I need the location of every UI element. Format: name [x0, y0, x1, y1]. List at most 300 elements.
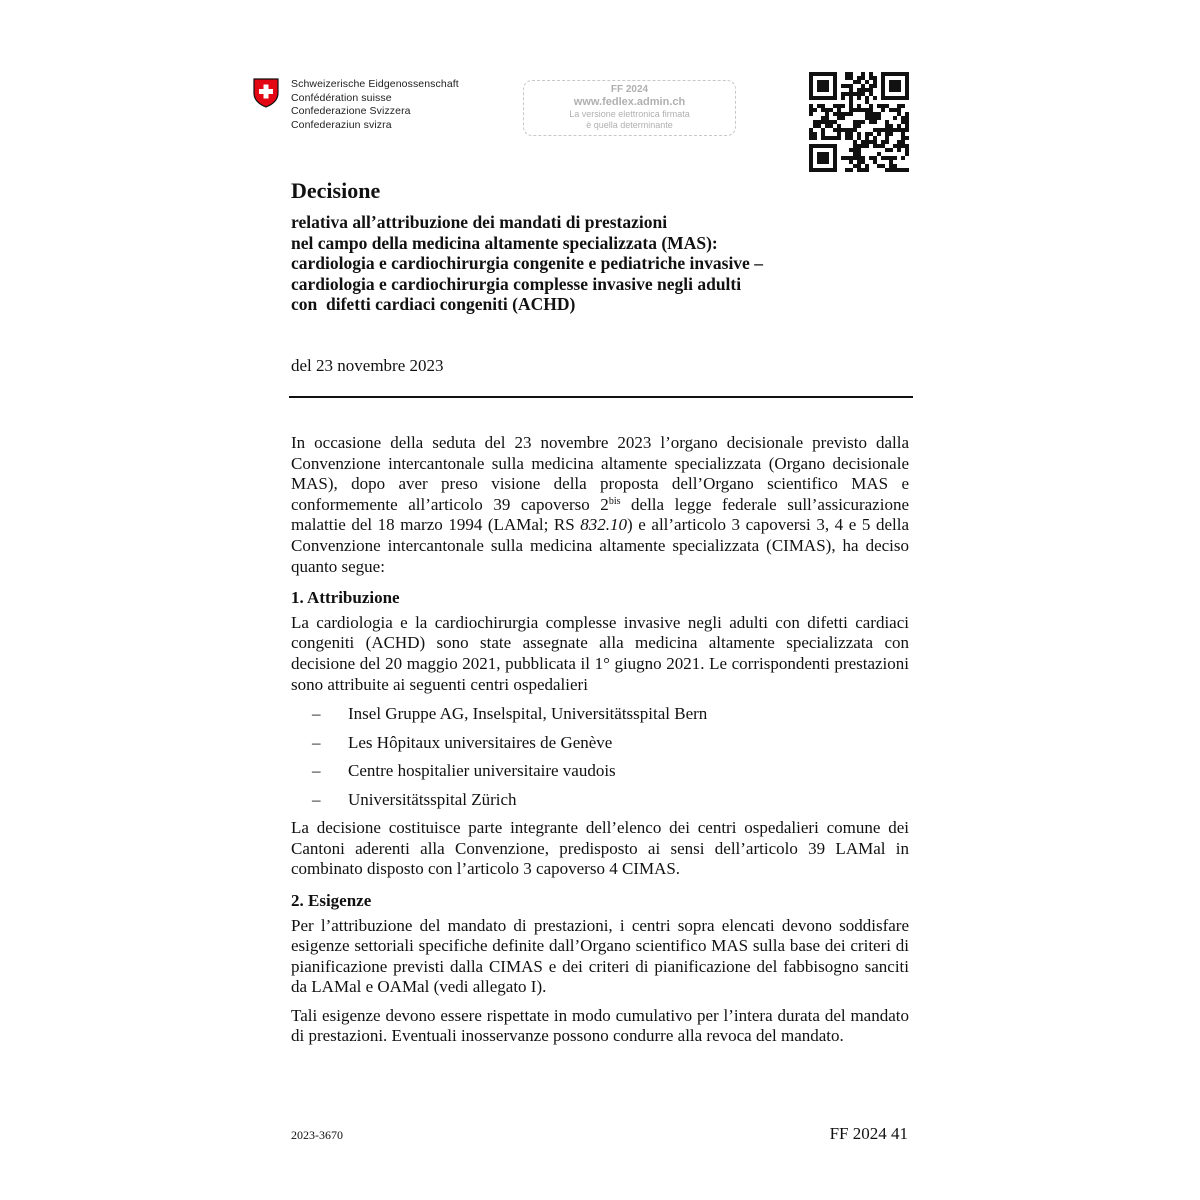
- qr-module: [857, 108, 861, 112]
- qr-module: [813, 72, 817, 76]
- document-title: Decisione: [291, 178, 381, 203]
- qr-module: [845, 84, 849, 88]
- qr-module: [853, 80, 857, 84]
- qr-module: [821, 156, 825, 160]
- qr-module: [829, 144, 833, 148]
- subtitle-line: nel campo della medicina altamente specializzata (MAS):: [291, 232, 718, 253]
- qr-module: [897, 140, 901, 144]
- qr-module: [889, 156, 893, 160]
- qr-module: [861, 140, 865, 144]
- qr-module: [893, 116, 897, 120]
- qr-module: [829, 108, 833, 112]
- intro-text: In occasione della seduta del 23 novembre 2023 l’organo decisionale previsto dalla Convenzione intercantonale sulla medicina altamente specializzata (Organo decisionale MAS), dopo aver preso visione della proposta dell’Organo scientifico MAS e conformemente all’articolo 39 capoverso 2: [291, 433, 909, 514]
- qr-module: [825, 124, 829, 128]
- qr-module: [849, 148, 853, 152]
- qr-module: [849, 160, 853, 164]
- qr-module: [817, 144, 821, 148]
- qr-module: [881, 72, 885, 76]
- qr-module: [897, 108, 901, 112]
- intro-text: ) e all’articolo 3 capoversi 3, 4 e 5 della Convenzione intercantonale sulla medicina altamente specializzata (CIMAS), ha deciso quanto segue:: [291, 515, 910, 576]
- qr-module: [889, 84, 893, 88]
- qr-module: [889, 88, 893, 92]
- qr-module: [857, 152, 861, 156]
- qr-module: [865, 100, 869, 104]
- qr-module: [821, 80, 825, 84]
- qr-module: [833, 72, 837, 76]
- qr-module: [889, 164, 893, 168]
- qr-module: [869, 104, 873, 108]
- compliance-paragraph: Tali esigenze devono essere rispettate in modo cumulativo per l’intera durata del mandato di prestazioni. Eventuali inosservanze possono condurre alla revoca del mandato.: [291, 1005, 909, 1046]
- qr-module: [897, 144, 901, 148]
- qr-module: [901, 132, 905, 136]
- document-number: 2023-3670: [291, 1128, 343, 1142]
- qr-module: [861, 92, 865, 96]
- qr-module: [897, 72, 901, 76]
- qr-module: [833, 152, 837, 156]
- qr-module: [857, 96, 861, 100]
- qr-module: [857, 164, 861, 168]
- qr-module: [897, 124, 901, 128]
- qr-module: [861, 108, 865, 112]
- list-dash: –: [312, 732, 321, 752]
- qr-module: [809, 108, 813, 112]
- qr-module: [869, 76, 873, 80]
- qr-module: [809, 80, 813, 84]
- confederation-names: [291, 78, 459, 132]
- qr-module: [837, 116, 841, 120]
- qr-module: [821, 128, 825, 132]
- qr-module: [809, 136, 813, 140]
- superscript-bis: bis: [608, 495, 621, 507]
- qr-module: [825, 108, 829, 112]
- qr-module: [857, 144, 861, 148]
- qr-module: [857, 156, 861, 160]
- qr-module: [869, 108, 873, 112]
- list-dash: –: [312, 761, 321, 781]
- qr-module: [861, 84, 865, 88]
- subtitle-line: cardiologia e cardiochirurgia complesse invasive negli adulti: [291, 273, 742, 294]
- qr-module: [861, 88, 865, 92]
- qr-module: [857, 136, 861, 140]
- qr-module: [901, 120, 905, 124]
- qr-module: [809, 88, 813, 92]
- qr-module: [825, 168, 829, 172]
- qr-module: [809, 96, 813, 100]
- qr-module: [881, 128, 885, 132]
- qr-module: [885, 168, 889, 172]
- qr-module: [821, 160, 825, 164]
- qr-module: [881, 164, 885, 168]
- qr-module: [845, 168, 849, 172]
- qr-module: [881, 108, 885, 112]
- qr-module: [905, 116, 909, 120]
- qr-module: [865, 164, 869, 168]
- qr-module: [897, 88, 901, 92]
- qr-module: [893, 156, 897, 160]
- qr-module: [849, 112, 853, 116]
- stamp-note-2: è quella determinante: [586, 120, 673, 130]
- qr-module: [849, 96, 853, 100]
- qr-module: [881, 144, 885, 148]
- qr-module: [905, 80, 909, 84]
- qr-module: [877, 152, 881, 156]
- decision-date: del 23 novembre 2023: [291, 356, 444, 375]
- qr-module: [833, 92, 837, 96]
- qr-module: [873, 84, 877, 88]
- intro-paragraph: [291, 433, 909, 577]
- qr-module: [845, 72, 849, 76]
- qr-module: [853, 164, 857, 168]
- qr-module: [841, 116, 845, 120]
- qr-module: [877, 112, 881, 116]
- qr-module: [893, 96, 897, 100]
- confederation-line: Schweizerische Eidgenossenschaft: [291, 78, 459, 90]
- qr-module: [873, 76, 877, 80]
- qr-module: [897, 168, 901, 172]
- list-dash: –: [312, 789, 321, 809]
- qr-module: [833, 96, 837, 100]
- qr-module: [841, 112, 845, 116]
- qr-module: [889, 160, 893, 164]
- qr-module: [905, 136, 909, 140]
- qr-module: [821, 108, 825, 112]
- qr-module: [817, 96, 821, 100]
- stamp-note-1: La versione elettronica firmata: [569, 109, 690, 119]
- qr-module: [837, 128, 841, 132]
- qr-module: [845, 92, 849, 96]
- qr-module: [905, 84, 909, 88]
- qr-module: [821, 84, 825, 88]
- qr-module: [817, 80, 821, 84]
- hospital-name: Universitätsspital Zürich: [348, 789, 517, 809]
- qr-module: [829, 124, 833, 128]
- qr-module: [873, 140, 877, 144]
- qr-module: [813, 168, 817, 172]
- qr-module: [861, 168, 865, 172]
- qr-module: [849, 92, 853, 96]
- qr-module: [809, 76, 813, 80]
- qr-module: [893, 84, 897, 88]
- qr-module: [841, 96, 845, 100]
- rs-reference: 832.10: [580, 515, 628, 535]
- qr-module: [861, 156, 865, 160]
- qr-module: [873, 128, 877, 132]
- qr-module: [817, 160, 821, 164]
- qr-module: [857, 124, 861, 128]
- requirements-paragraph: Per l’attribuzione del mandato di prestazioni, i centri sopra elencati devono soddisfare esigenze settoriali specifiche definite dall’Organo scientifico MAS sulla base dei criteri di pianificazione previsti dalla CIMAS e dei criteri di pianificazione del fabbisogno sanciti da LAMal e OAMal (vedi allegato I).: [291, 915, 909, 997]
- qr-module: [809, 72, 813, 76]
- confederation-line: Confederazione Svizzera: [291, 105, 411, 117]
- qr-module: [901, 136, 905, 140]
- qr-module: [865, 144, 869, 148]
- qr-module: [889, 168, 893, 172]
- qr-module: [901, 116, 905, 120]
- document-body: [291, 433, 909, 1047]
- qr-module: [809, 92, 813, 96]
- qr-module: [849, 136, 853, 140]
- qr-module: [893, 144, 897, 148]
- qr-module: [817, 152, 821, 156]
- qr-module: [865, 88, 869, 92]
- qr-module: [821, 104, 825, 108]
- list-item: [291, 786, 909, 815]
- qr-module: [837, 132, 841, 136]
- qr-module: [825, 156, 829, 160]
- qr-module: [821, 136, 825, 140]
- qr-module: [897, 128, 901, 132]
- subtitle-line: con difetti cardiaci congeniti (ACHD): [291, 294, 576, 314]
- qr-module: [817, 124, 821, 128]
- qr-module: [889, 72, 893, 76]
- subtitle-line: relativa all’attribuzione dei mandati di prestazioni: [291, 212, 668, 232]
- qr-module: [821, 132, 825, 136]
- qr-module: [825, 84, 829, 88]
- qr-module: [873, 120, 877, 124]
- qr-module: [853, 108, 857, 112]
- qr-module: [873, 144, 877, 148]
- qr-module: [821, 96, 825, 100]
- qr-module: [857, 104, 861, 108]
- qr-module: [833, 88, 837, 92]
- qr-module: [825, 80, 829, 84]
- qr-module: [893, 164, 897, 168]
- qr-module: [809, 144, 813, 148]
- confederation-line: Confédération suisse: [291, 91, 392, 104]
- qr-module: [825, 136, 829, 140]
- document-subtitle: [291, 212, 911, 315]
- qr-module: [845, 128, 849, 132]
- qr-module: [833, 112, 837, 116]
- qr-module: [845, 132, 849, 136]
- swiss-crest-logo: [253, 78, 279, 108]
- qr-module: [897, 112, 901, 116]
- qr-module: [849, 132, 853, 136]
- qr-module: [829, 168, 833, 172]
- qr-module: [905, 152, 909, 156]
- list-dash: –: [312, 704, 321, 724]
- qr-module: [857, 132, 861, 136]
- qr-module: [889, 124, 893, 128]
- qr-module: [881, 84, 885, 88]
- qr-module: [853, 124, 857, 128]
- qr-module: [905, 72, 909, 76]
- qr-module: [857, 148, 861, 152]
- qr-module: [809, 128, 813, 132]
- qr-module: [897, 84, 901, 88]
- qr-module: [849, 108, 853, 112]
- qr-module: [813, 120, 817, 124]
- qr-module: [825, 112, 829, 116]
- qr-module: [877, 164, 881, 168]
- qr-module: [905, 96, 909, 100]
- qr-module: [853, 120, 857, 124]
- qr-module: [817, 104, 821, 108]
- qr-module: [809, 132, 813, 136]
- qr-module: [821, 168, 825, 172]
- qr-module: [885, 136, 889, 140]
- qr-module: [825, 96, 829, 100]
- qr-module: [881, 80, 885, 84]
- qr-module: [817, 84, 821, 88]
- qr-module: [833, 76, 837, 80]
- qr-module: [809, 112, 813, 116]
- qr-module: [869, 140, 873, 144]
- qr-module: [845, 136, 849, 140]
- qr-module: [865, 116, 869, 120]
- qr-module: [881, 140, 885, 144]
- qr-module: [861, 120, 865, 124]
- qr-module: [845, 112, 849, 116]
- intro-text: della legge federale sull’assicurazione malattie del 18 marzo 1994 (LAMal; RS: [291, 494, 909, 535]
- qr-module: [849, 156, 853, 160]
- qr-module: [833, 168, 837, 172]
- qr-module: [885, 120, 889, 124]
- qr-module: [901, 104, 905, 108]
- qr-module: [889, 148, 893, 152]
- qr-module: [817, 120, 821, 124]
- qr-module: [869, 120, 873, 124]
- qr-module: [881, 156, 885, 160]
- qr-module: [905, 112, 909, 116]
- qr-module: [829, 120, 833, 124]
- qr-module: [869, 72, 873, 76]
- qr-module: [809, 148, 813, 152]
- qr-module: [813, 136, 817, 140]
- qr-module: [869, 132, 873, 136]
- qr-module: [877, 144, 881, 148]
- qr-module: [853, 92, 857, 96]
- qr-module: [905, 88, 909, 92]
- qr-module: [825, 152, 829, 156]
- qr-module: [813, 132, 817, 136]
- qr-module: [889, 108, 893, 112]
- qr-module: [873, 136, 877, 140]
- qr-module: [813, 144, 817, 148]
- qr-module: [849, 72, 853, 76]
- qr-module: [849, 168, 853, 172]
- qr-module: [825, 88, 829, 92]
- qr-module: [833, 136, 837, 140]
- qr-module: [869, 116, 873, 120]
- qr-module: [833, 128, 837, 132]
- stamp-issue: FF 2024: [610, 84, 649, 95]
- qr-module: [877, 116, 881, 120]
- qr-module: [809, 164, 813, 168]
- qr-module: [893, 88, 897, 92]
- qr-module: [885, 140, 889, 144]
- qr-module: [889, 128, 893, 132]
- qr-module: [881, 76, 885, 80]
- qr-module: [857, 80, 861, 84]
- qr-module: [889, 96, 893, 100]
- qr-module: [865, 112, 869, 116]
- qr-module: [857, 92, 861, 96]
- qr-module: [901, 168, 905, 172]
- qr-module: [893, 80, 897, 84]
- qr-module: [809, 84, 813, 88]
- qr-module: [809, 156, 813, 160]
- list-item: [291, 700, 909, 729]
- qr-module: [849, 88, 853, 92]
- qr-module: [865, 136, 869, 140]
- qr-module: [857, 168, 861, 172]
- qr-module: [885, 132, 889, 136]
- qr-module: [873, 116, 877, 120]
- qr-module: [829, 96, 833, 100]
- qr-module: [833, 120, 837, 124]
- qr-module: [897, 80, 901, 84]
- hospital-name: Les Hôpitaux universitaires de Genève: [348, 732, 613, 752]
- qr-module: [869, 92, 873, 96]
- stamp-url: www.fedlex.admin.ch: [573, 96, 686, 108]
- qr-module: [865, 96, 869, 100]
- qr-module: [829, 72, 833, 76]
- qr-module: [877, 128, 881, 132]
- qr-module: [825, 160, 829, 164]
- qr-module: [897, 104, 901, 108]
- qr-module: [833, 160, 837, 164]
- qr-module: [853, 144, 857, 148]
- qr-module: [881, 104, 885, 108]
- qr-module: [833, 84, 837, 88]
- qr-module: [881, 96, 885, 100]
- qr-module: [869, 156, 873, 160]
- qr-module: [841, 156, 845, 160]
- qr-module: [877, 132, 881, 136]
- list-item: [291, 757, 909, 786]
- qr-module: [897, 148, 901, 152]
- qr-module: [889, 132, 893, 136]
- qr-module: [857, 160, 861, 164]
- qr-module: [893, 168, 897, 172]
- qr-module: [817, 72, 821, 76]
- subtitle-line: cardiologia e cardiochirurgia congenite e pediatriche invasive –: [291, 253, 763, 273]
- qr-module: [873, 160, 877, 164]
- qr-module: [833, 104, 837, 108]
- qr-module: [905, 144, 909, 148]
- qr-module: [869, 112, 873, 116]
- qr-module: [849, 76, 853, 80]
- qr-module: [861, 144, 865, 148]
- qr-module: [857, 120, 861, 124]
- qr-module: [833, 156, 837, 160]
- qr-module: [893, 128, 897, 132]
- fedlex-stamp: [523, 80, 736, 136]
- qr-module: [809, 168, 813, 172]
- qr-module: [905, 92, 909, 96]
- qr-module: [841, 104, 845, 108]
- qr-module: [837, 124, 841, 128]
- qr-module: [885, 128, 889, 132]
- qr-module: [905, 76, 909, 80]
- qr-module: [905, 168, 909, 172]
- qr-module: [849, 104, 853, 108]
- qr-module: [813, 96, 817, 100]
- qr-module: [865, 168, 869, 172]
- attribution-paragraph: La cardiologia e la cardiochirurgia complesse invasive negli adulti con difetti cardiaci congeniti (ACHD) sono state assegnate alla medicina altamente specializzata con decisione del 20 maggio 2021, pubblicata il 1° giugno 2021. Le corrispondenti prestazioni sono attribuite ai seguenti centri ospedalieri: [291, 612, 909, 694]
- qr-module: [865, 80, 869, 84]
- integration-paragraph: La decisione costituisce parte integrante dell’elenco dei centri ospedalieri comune dei Cantoni aderenti alla Convenzione, predisposto ai sensi dell’articolo 39 LAMal in combinato disposto con l’articolo 3 capoverso 4 CIMAS.: [291, 818, 909, 879]
- qr-module: [833, 148, 837, 152]
- qr-module: [885, 156, 889, 160]
- qr-module: [889, 80, 893, 84]
- page-reference: FF 2024 41: [829, 1124, 908, 1143]
- qr-module: [853, 128, 857, 132]
- qr-module: [849, 84, 853, 88]
- qr-module: [905, 120, 909, 124]
- qr-module: [833, 144, 837, 148]
- qr-module: [813, 108, 817, 112]
